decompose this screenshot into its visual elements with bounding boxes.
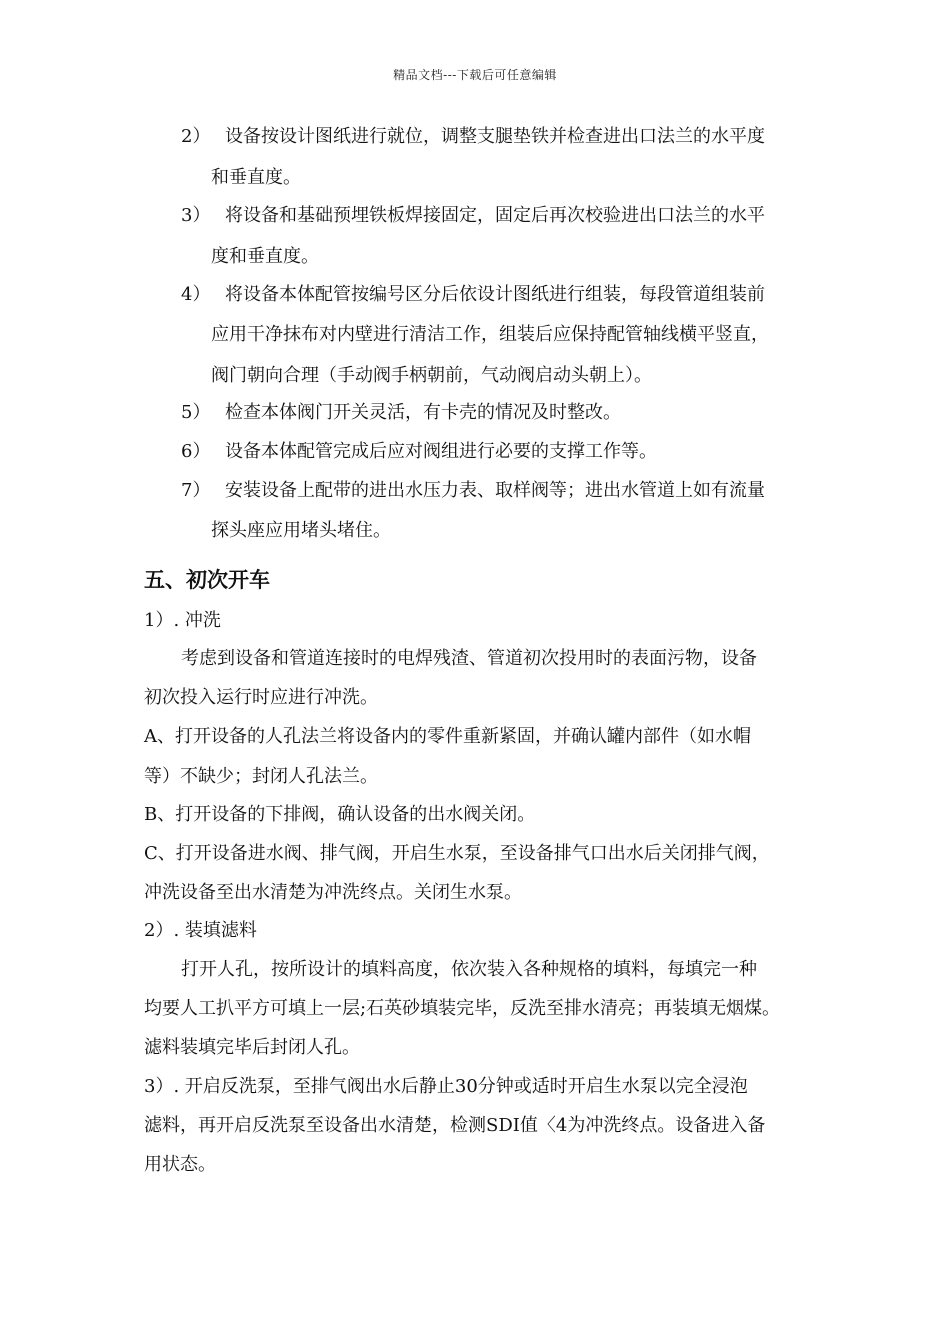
list-item-2-line-1 [181, 125, 765, 149]
list-item-text: 设备本体配管完成后应对阀组进行必要的支撑工作等。 [225, 441, 657, 462]
list-item-4-line-3: 阀门朝向合理（手动阀手柄朝前，气动阀启动头朝上）。 [211, 365, 652, 386]
paragraph-line: 用状态。 [144, 1154, 216, 1175]
paragraph-line: A、打开设备的人孔法兰将设备内的零件重新紧固，并确认罐内部件（如水帽 [144, 726, 751, 747]
paragraph-line: 考虑到设备和管道连接时的电焊残渣、管道初次投用时的表面污物，设备 [181, 648, 757, 669]
list-item-7-line-2: 探头座应用堵头堵住。 [211, 520, 391, 541]
paragraph-line: 初次投入运行时应进行冲洗。 [144, 687, 378, 708]
paragraph-line: 滤料装填完毕后封闭人孔。 [144, 1037, 360, 1058]
list-item-4-line-1 [181, 283, 765, 307]
list-item-number: 6） [181, 441, 211, 462]
list-item-number: 2） [181, 126, 211, 147]
list-item-2-line-2: 和垂直度。 [211, 167, 301, 188]
list-item-6-line-1 [181, 440, 657, 464]
list-item-number: 4） [181, 284, 211, 305]
list-item-number: 5） [181, 402, 211, 423]
list-item-number: 3） [181, 205, 211, 226]
paragraph-line: 均要人工扒平方可填上一层;石英砂填装完毕，反洗至排水清亮；再装填无烟煤。 [144, 998, 781, 1019]
paragraph-line: C、打开设备进水阀、排气阀，开启生水泵，至设备排气口出水后关闭排气阀， [144, 843, 770, 864]
list-item-3-line-2: 度和垂直度。 [211, 246, 319, 267]
subsection-title-filter: 2）. 装填滤料 [144, 920, 257, 941]
list-item-4-line-2: 应用干净抹布对内壁进行清洁工作，组装后应保持配管轴线横平竖直， [211, 324, 769, 345]
list-item-5-line-1 [181, 401, 621, 425]
list-item-text: 安装设备上配带的进出水压力表、取样阀等；进出水管道上如有流量 [225, 480, 765, 501]
section-title: 五、初次开车 [144, 568, 270, 592]
paragraph-line: 等）不缺少；封闭人孔法兰。 [144, 766, 378, 787]
paragraph-line: 滤料，再开启反洗泵至设备出水清楚，检测SDI值〈4为冲洗终点。设备进入备 [144, 1115, 766, 1136]
paragraph-line: B、打开设备的下排阀，确认设备的出水阀关闭。 [144, 804, 536, 825]
subsection-title-flush: 1）. 冲洗 [144, 610, 221, 631]
list-item-text: 将设备本体配管按编号区分后依设计图纸进行组装，每段管道组装前 [225, 284, 765, 305]
list-item-text: 设备按设计图纸进行就位，调整支腿垫铁并检查进出口法兰的水平度 [225, 126, 765, 147]
paragraph-line: 打开人孔，按所设计的填料高度，依次装入各种规格的填料，每填完一种 [181, 959, 757, 980]
paragraph-line: 3）. 开启反洗泵，至排气阀出水后静止30分钟或适时开启生水泵以完全浸泡 [144, 1076, 748, 1097]
list-item-text: 检查本体阀门开关灵活，有卡壳的情况及时整改。 [225, 402, 621, 423]
list-item-7-line-1 [181, 479, 765, 503]
page-header: 精品文档---下载后可任意编辑 [393, 68, 557, 82]
list-item-3-line-1 [181, 204, 765, 228]
paragraph-line: 冲洗设备至出水清楚为冲洗终点。关闭生水泵。 [144, 882, 522, 903]
list-item-text: 将设备和基础预埋铁板焊接固定，固定后再次校验进出口法兰的水平 [225, 205, 765, 226]
list-item-number: 7） [181, 480, 211, 501]
